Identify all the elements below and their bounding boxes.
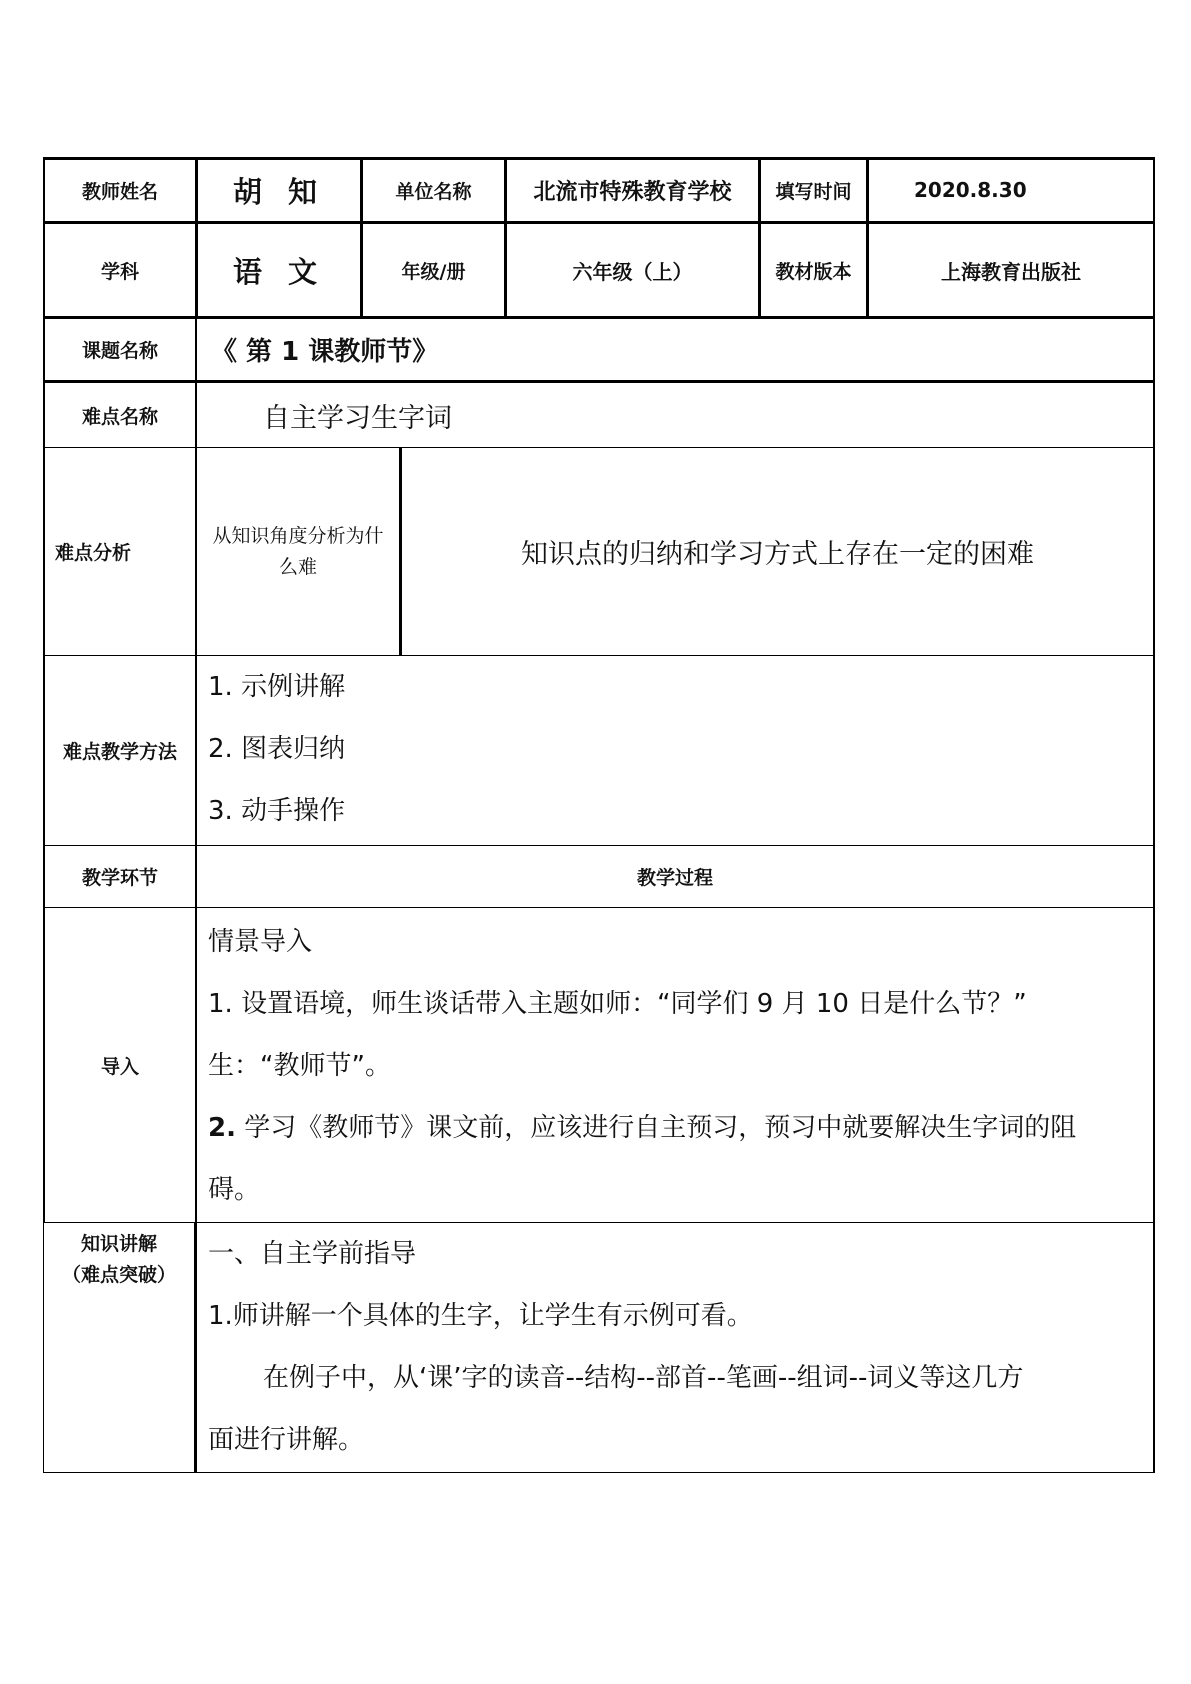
method-row [43, 656, 1155, 846]
method-label: 难点教学方法 [62, 741, 177, 763]
analysis-label: 难点分析 [55, 542, 132, 564]
method-item: 2. 图表归纳 [208, 734, 346, 764]
date-label: 填写时间 [758, 160, 866, 221]
analysis-sub-label: 从知识角度分析为什么难 [195, 448, 399, 655]
intro-row [43, 908, 1155, 1223]
knowledge-line: 面进行讲解。 [208, 1425, 365, 1455]
process-header-row [43, 846, 1155, 908]
difficulty-value: 自主学习生字词 [195, 383, 1153, 447]
knowledge-row [43, 1223, 1155, 1473]
edition-label: 教材版本 [758, 224, 866, 316]
intro-line-number: 2. [208, 1113, 236, 1143]
grade-label: 年级/册 [360, 224, 504, 316]
subject-value: 语 文 [195, 224, 360, 316]
analysis-value: 知识点的归纳和学习方式上存在一定的困难 [399, 448, 1153, 655]
process-header: 教学过程 [195, 846, 1153, 907]
intro-label: 导入 [100, 1055, 139, 1078]
title-label: 课题名称 [81, 340, 158, 362]
header-row-1 [43, 157, 1155, 224]
intro-line [208, 1097, 1153, 1159]
knowledge-title: 一、自主学前指导 [208, 1239, 417, 1269]
unit-label: 单位名称 [360, 160, 504, 221]
unit-name: 北流市特殊教育学校 [504, 160, 758, 221]
knowledge-label-line: （难点突破） [61, 1264, 176, 1286]
stage-header: 教学环节 [81, 867, 158, 889]
intro-line: 1. 设置语境，师生谈话带入主题如师：“同学们 9 月 10 日是什么节？” [208, 989, 1027, 1019]
knowledge-content [194, 1223, 1153, 1472]
teacher-name: 胡 知 [195, 160, 360, 221]
method-item: 3. 动手操作 [208, 796, 346, 826]
teacher-label: 教师姓名 [81, 181, 158, 203]
intro-line: 生：“教师节”。 [208, 1051, 391, 1081]
intro-line: 碍。 [208, 1175, 261, 1205]
knowledge-line: 在例子中，从‘课’字的读音--结构--部首--笔画--组词--词义等这几方 [263, 1363, 1024, 1393]
intro-line-text: 学习《教师节》课文前，应该进行自主预习，预习中就要解决生字词的阻 [235, 1113, 1077, 1143]
subject-label: 学科 [100, 260, 139, 283]
lesson-plan-table [43, 157, 1155, 1473]
grade-value: 六年级（上） [504, 224, 758, 316]
date-value: 2020.8.30 [866, 160, 1153, 221]
method-item: 1. 示例讲解 [208, 672, 346, 702]
knowledge-line: 1.师讲解一个具体的生字，让学生有示例可看。 [208, 1301, 753, 1331]
title-value: 《 第 1 课教师节》 [195, 319, 1153, 380]
header-row-2 [43, 224, 1155, 319]
analysis-row [43, 448, 1155, 656]
difficulty-label: 难点名称 [81, 405, 158, 428]
method-list [195, 656, 1153, 845]
intro-content [195, 908, 1153, 1222]
knowledge-label [44, 1229, 194, 1291]
title-row [43, 319, 1155, 383]
knowledge-label-line: 知识讲解 [80, 1233, 157, 1255]
edition-value: 上海教育出版社 [866, 224, 1153, 316]
difficulty-row [43, 383, 1155, 448]
intro-title: 情景导入 [208, 927, 313, 957]
